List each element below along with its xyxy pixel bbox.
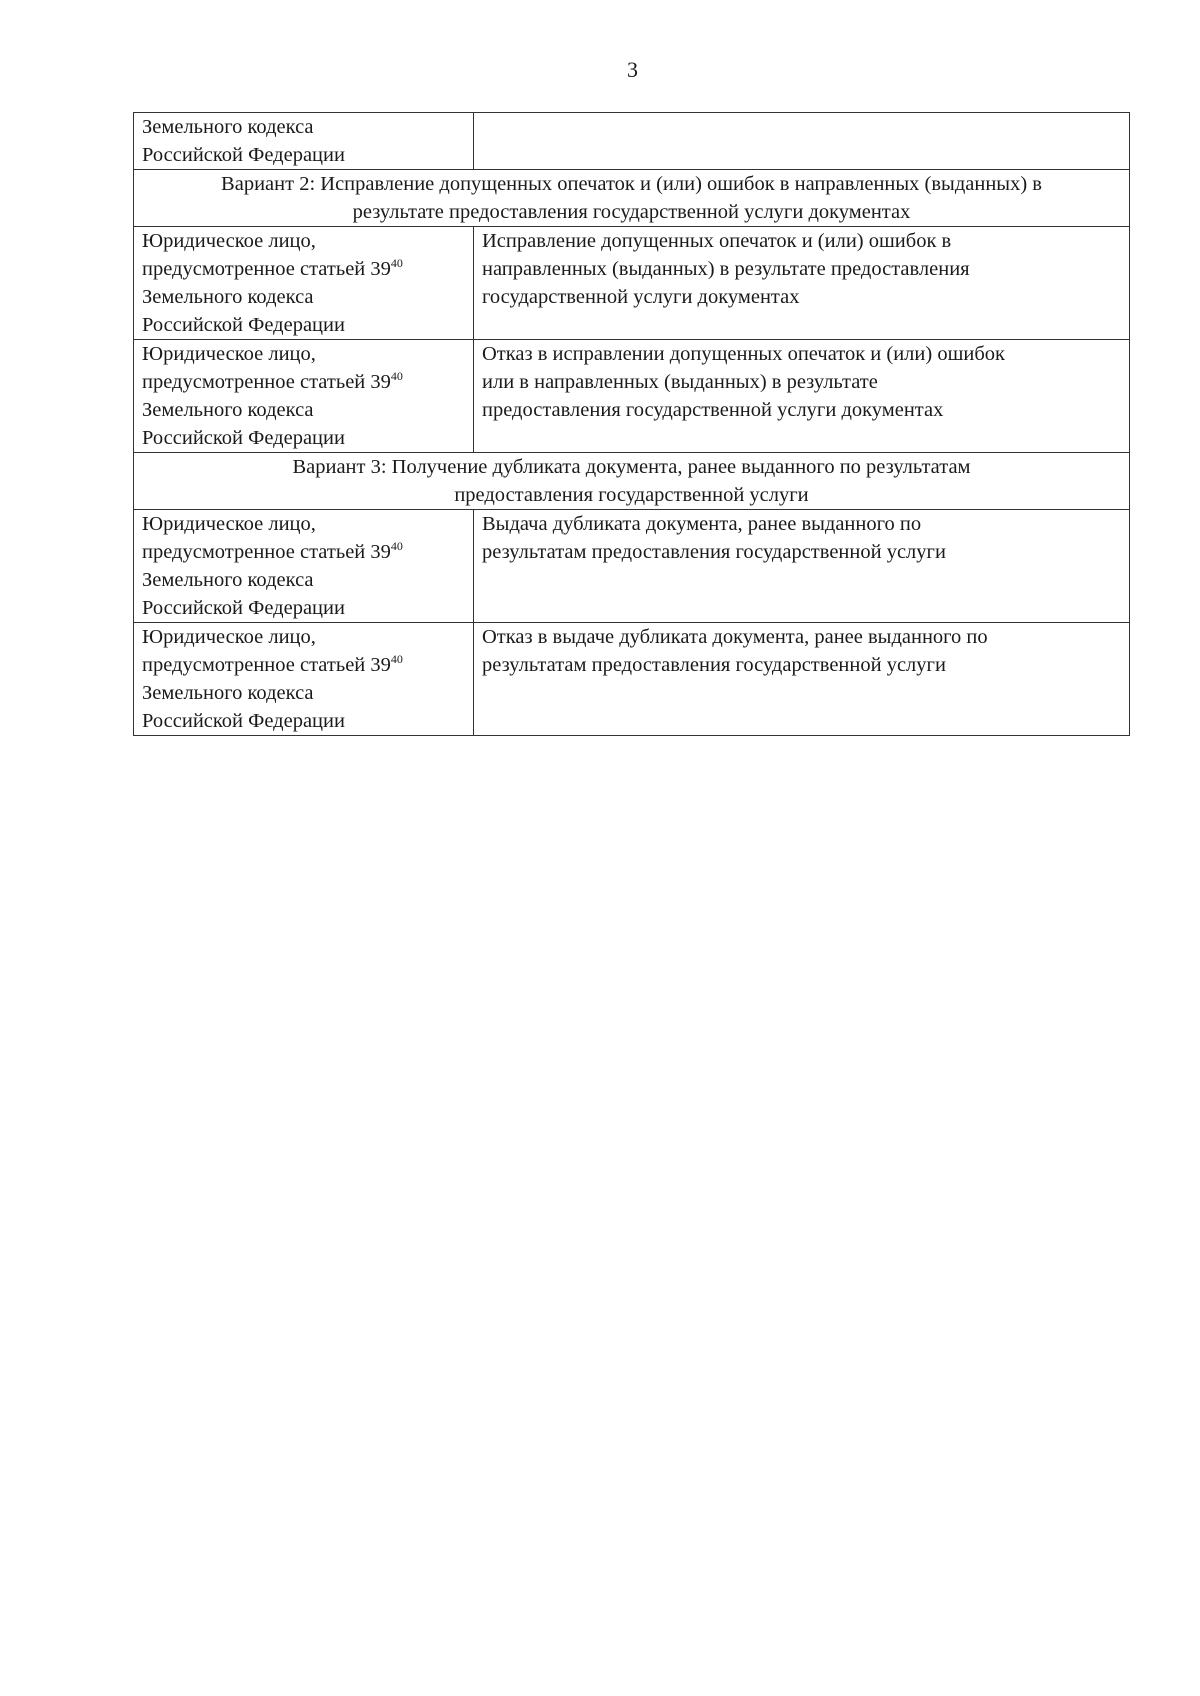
applicant-cell (134, 340, 474, 453)
result-cell (474, 227, 1130, 340)
article-superscript: 40 (390, 652, 403, 667)
cell-text: предусмотренное статьей 39 (142, 541, 391, 563)
cell-line: Земельного кодекса (142, 682, 314, 704)
cell-line: Российской Федерации (142, 314, 345, 336)
cell-line (142, 368, 465, 396)
cell-line: Юридическое лицо, (142, 230, 316, 252)
table-row (134, 113, 1130, 170)
cell-line: результатам предоставления государственной услуги (482, 654, 946, 676)
heading-line: Вариант 2: Исправление допущенных опечаток и (или) ошибок в направленных (выданных) в (221, 173, 1042, 195)
variant-3-heading (134, 453, 1130, 510)
article-superscript: 40 (390, 369, 403, 384)
cell-line: Российской Федерации (142, 427, 345, 449)
cell-line: Юридическое лицо, (142, 513, 316, 535)
heading-line: результате предоставления государственной услуги документах (352, 201, 911, 223)
cell-line: Выдача дубликата документа, ранее выданного по (482, 513, 922, 535)
result-cell (474, 510, 1130, 623)
cell-line: Российской Федерации (142, 597, 345, 619)
result-cell (474, 113, 1130, 170)
variant-heading-row (134, 453, 1130, 510)
cell-line: Отказ в выдаче дубликата документа, ранее выданного по (482, 626, 988, 648)
cell-line: Земельного кодекса (142, 116, 314, 138)
cell-line (142, 538, 465, 566)
table-row (134, 510, 1130, 623)
cell-line: Земельного кодекса (142, 399, 314, 421)
cell-line: Земельного кодекса (142, 286, 314, 308)
article-superscript: 40 (390, 256, 403, 271)
cell-line: Юридическое лицо, (142, 626, 316, 648)
cell-line: направленных (выданных) в результате предоставления (482, 258, 970, 280)
cell-line: Исправление допущенных опечаток и (или) ошибок в (482, 230, 952, 252)
cell-line: или в направленных (выданных) в результате (482, 371, 878, 393)
cell-line: Российской Федерации (142, 144, 345, 166)
heading-line: предоставления государственной услуги (454, 484, 809, 506)
cell-line: Юридическое лицо, (142, 343, 316, 365)
table-row (134, 623, 1130, 736)
applicant-cell (134, 113, 474, 170)
cell-line: Земельного кодекса (142, 569, 314, 591)
cell-text: предусмотренное статьей 39 (142, 371, 391, 393)
cell-text: предусмотренное статьей 39 (142, 654, 391, 676)
cell-line (142, 255, 465, 283)
page-number: 3 (627, 57, 638, 82)
cell-line: государственной услуги документах (482, 286, 800, 308)
result-cell (474, 623, 1130, 736)
applicant-cell (134, 623, 474, 736)
variant-heading-row (134, 170, 1130, 227)
cell-line: Российской Федерации (142, 710, 345, 732)
applicant-cell (134, 227, 474, 340)
table-row (134, 340, 1130, 453)
applicant-cell (134, 510, 474, 623)
cell-line: предоставления государственной услуги документах (482, 399, 944, 421)
result-cell (474, 340, 1130, 453)
services-table (133, 112, 1130, 736)
cell-line: результатам предоставления государственной услуги (482, 541, 946, 563)
table-row (134, 227, 1130, 340)
variant-2-heading (134, 170, 1130, 227)
article-superscript: 40 (390, 539, 403, 554)
cell-text: предусмотренное статьей 39 (142, 258, 391, 280)
heading-line: Вариант 3: Получение дубликата документа, ранее выданного по результатам (292, 456, 971, 478)
cell-line: Отказ в исправлении допущенных опечаток и (или) ошибок (482, 343, 1005, 365)
cell-line (142, 651, 465, 679)
